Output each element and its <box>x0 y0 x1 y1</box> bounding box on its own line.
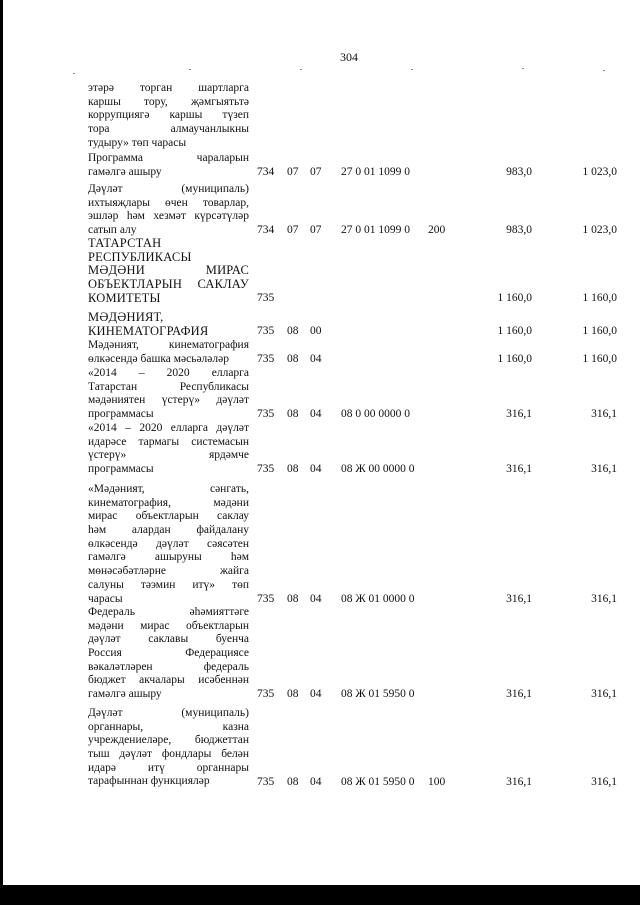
amount-year-1: 316,1 <box>506 592 532 605</box>
target-article-code: 08 Ж 01 5950 0 <box>341 688 415 701</box>
description-line: КОМИТЕТЫ <box>88 290 161 305</box>
description-line: гамәлгә ашыру <box>88 688 162 701</box>
description-line: КИНЕМАТОГРАФИЯ <box>88 323 209 338</box>
scan-left-edge <box>0 0 3 905</box>
scan-speck <box>73 73 75 74</box>
amount-year-1: 983,0 <box>506 224 532 237</box>
description-line: программасы <box>88 463 154 476</box>
row-description <box>88 339 249 366</box>
description-line: этәрә торган шартларга <box>88 82 249 94</box>
amount-year-2: 1 023,0 <box>582 165 617 178</box>
amount-year-1: 316,1 <box>506 463 532 476</box>
subsection-code: 07 <box>310 224 322 237</box>
subsection-code: 04 <box>310 688 322 701</box>
description-line: ихтыяҗлары өчен товарлар, <box>88 196 249 209</box>
description-line: гамәлгә ашыру <box>88 165 162 178</box>
amount-year-2: 1 023,0 <box>582 224 617 237</box>
row-description <box>88 237 249 305</box>
description-line: бюджет акчалары исәбеннән <box>88 674 249 687</box>
amount-year-1: 1 160,0 <box>497 324 532 337</box>
description-line: вәкаләтләрен федераль <box>88 660 249 673</box>
description-line: тарафыннан функцияләр <box>88 775 210 788</box>
amount-year-1: 983,0 <box>506 165 532 178</box>
amount-year-1: 316,1 <box>506 408 532 421</box>
subsection-code: 04 <box>310 775 322 788</box>
description-line: учреждениеләре, бюджеттан <box>88 734 249 747</box>
scan-speck <box>522 68 524 69</box>
description-line: Дәүләт (муниципаль) <box>88 183 249 195</box>
description-line: Татарстан Республикасы <box>88 380 249 393</box>
ministry-code: 735 <box>257 688 275 701</box>
scan-speck <box>189 69 191 70</box>
description-line: каршы тору, җәмгыятьтә <box>88 95 249 108</box>
section-code: 08 <box>287 352 299 365</box>
description-line: программасы <box>88 408 154 421</box>
amount-year-1: 1 160,0 <box>497 352 532 365</box>
ministry-code: 735 <box>257 408 275 421</box>
scan-speck <box>411 69 413 70</box>
amount-year-2: 316,1 <box>591 592 617 605</box>
description-line: Федераль әһәмияттәге <box>88 606 249 618</box>
row-description <box>88 606 249 702</box>
expense-type-code: 200 <box>428 224 446 237</box>
amount-year-2: 316,1 <box>591 775 617 788</box>
description-line: кинематография, мәдәни <box>88 496 249 509</box>
amount-year-2: 316,1 <box>591 463 617 476</box>
section-code: 07 <box>287 165 299 178</box>
subsection-code: 04 <box>310 463 322 476</box>
ministry-code: 735 <box>257 463 275 476</box>
ministry-code: 735 <box>257 291 275 304</box>
row-description <box>88 183 249 238</box>
description-line: эшләр һәм хезмәт күрсәтүләр <box>88 210 249 223</box>
description-line: Программа чараларын <box>88 152 249 164</box>
ministry-code: 735 <box>257 352 275 365</box>
description-line: салуны тәэмин итү» төп <box>88 578 249 591</box>
section-code: 08 <box>287 688 299 701</box>
description-line: Россия Федерациясе <box>88 647 249 660</box>
description-line: «2014 – 2020 елларга <box>88 367 249 379</box>
description-line: үстерү» ярдәмче <box>88 449 249 462</box>
row-description <box>88 311 249 338</box>
description-line: мәдәни мирас объектларын <box>88 619 249 632</box>
ministry-code: 735 <box>257 775 275 788</box>
subsection-code: 04 <box>310 408 322 421</box>
description-line: ОБЪЕКТЛАРЫН САКЛАУ <box>88 277 249 292</box>
description-line: Дәүләт (муниципаль) <box>88 707 249 719</box>
scan-bottom-edge <box>0 885 640 905</box>
target-article-code: 08 Ж 00 0000 0 <box>341 463 415 476</box>
description-line: өлкәсендә башка мәсьәләләр <box>88 352 229 365</box>
description-line: идарәсе тармагы системасын <box>88 435 249 448</box>
row-description <box>88 707 249 789</box>
description-line: тыш дәүләт фондлары белән <box>88 748 249 761</box>
ministry-code: 735 <box>257 324 275 337</box>
description-line: «Мәдәният, сәнгать, <box>88 483 249 495</box>
description-line: идарә итү органнары <box>88 761 249 774</box>
description-line: органнары, казна <box>88 720 249 733</box>
amount-year-2: 316,1 <box>591 688 617 701</box>
subsection-code: 04 <box>310 592 322 605</box>
description-line: тудыру» төп чарасы <box>88 136 187 149</box>
description-line: «2014 – 2020 елларга дәүләт <box>88 422 249 434</box>
target-article-code: 08 Ж 01 0000 0 <box>341 592 415 605</box>
ministry-code: 734 <box>257 224 275 237</box>
ministry-code: 735 <box>257 592 275 605</box>
amount-year-1: 316,1 <box>506 775 532 788</box>
description-line: һәм алардан файдалану <box>88 524 249 537</box>
description-line: чарасы <box>88 592 123 605</box>
row-description <box>88 483 249 606</box>
target-article-code: 08 0 00 0000 0 <box>341 408 410 421</box>
description-line: коррупциягә каршы түзеп <box>88 109 249 122</box>
section-code: 08 <box>287 463 299 476</box>
scan-speck <box>603 70 605 71</box>
amount-year-2: 1 160,0 <box>582 291 617 304</box>
row-description <box>88 82 249 150</box>
description-line: мөнәсәбәтләрне жайга <box>88 565 249 578</box>
description-line: ТАТАРСТАН <box>88 236 162 250</box>
page-number: 304 <box>340 50 358 64</box>
target-article-code: 08 Ж 01 5950 0 <box>341 775 415 788</box>
section-code: 08 <box>287 592 299 605</box>
description-line: сатып алу <box>88 224 137 237</box>
description-line: МӘДӘНИЯТ, <box>88 310 164 324</box>
row-description <box>88 422 249 477</box>
row-description <box>88 367 249 422</box>
amount-year-2: 1 160,0 <box>582 324 617 337</box>
amount-year-2: 1 160,0 <box>582 352 617 365</box>
description-line: өлкәсендә дәүләт сәясәтен <box>88 537 249 550</box>
amount-year-1: 1 160,0 <box>497 291 532 304</box>
scan-speck <box>300 69 302 70</box>
target-article-code: 27 0 01 1099 0 <box>341 165 410 178</box>
description-line: дәүләт саклавы буенча <box>88 633 249 646</box>
section-code: 07 <box>287 224 299 237</box>
subsection-code: 07 <box>310 165 322 178</box>
subsection-code: 04 <box>310 352 322 365</box>
description-line: Мәдәният, кинематография <box>88 339 249 351</box>
description-line: МӘДӘНИ МИРАС <box>88 263 249 278</box>
description-line: мирас объектларын саклау <box>88 510 249 523</box>
row-description <box>88 152 249 179</box>
target-article-code: 27 0 01 1099 0 <box>341 224 410 237</box>
section-code: 08 <box>287 324 299 337</box>
description-line: РЕСПУБЛИКАСЫ <box>88 249 192 264</box>
description-line: мәдәниятен үстерү» дәүләт <box>88 394 249 407</box>
section-code: 08 <box>287 775 299 788</box>
amount-year-1: 316,1 <box>506 688 532 701</box>
amount-year-2: 316,1 <box>591 408 617 421</box>
description-line: гамәлгә ашыруны һәм <box>88 551 249 564</box>
subsection-code: 00 <box>310 324 322 337</box>
expense-type-code: 100 <box>428 775 446 788</box>
section-code: 08 <box>287 408 299 421</box>
ministry-code: 734 <box>257 165 275 178</box>
description-line: тора алмаучанлыкны <box>88 123 249 136</box>
